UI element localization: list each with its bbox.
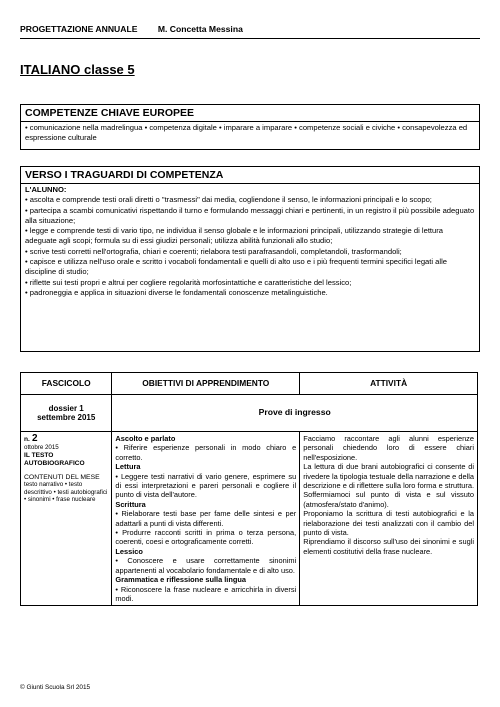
obiettivo-item: • Rielaborare testi base per fame delle sintesi e per adattarli a punti di vista differenti. [115, 509, 297, 528]
author-name: M. Concetta Messina [157, 24, 243, 34]
obiettivo-item: • Produrre racconti scritti in prima o terza persona, coerenti, coesi e ortograficamente corretti. [115, 528, 297, 547]
section-lessico: Lessico [115, 546, 143, 556]
traguardi-item: • partecipa a scambi comunicativi rispettando il turno e formulando messaggi chiari e pertinenti, in un registro il più possibile adeguato alla situazione; [25, 205, 475, 225]
obiettivo-item: • Riconoscere la frase nucleare e arricchirla in diversi modi. [115, 584, 297, 603]
section-lettura: Lettura [115, 462, 141, 472]
copyright-footer: © Giunti Scuola Srl 2015 [20, 684, 91, 691]
header-attivita: ATTIVITÀ [300, 373, 478, 395]
table-header-row [21, 373, 478, 395]
traguardi-box [20, 166, 480, 352]
traguardi-item: • legge e comprende testi di vario tipo, ne individua il senso globale e le informazioni principali, utilizzando strategie di lettura adeguate agli scopi; formula su di essi giudizi personali; utilizza abilità funzionali allo studio; [25, 226, 444, 246]
traguardi-item: • padroneggia e applica in situazioni diverse le fondamentali conoscenze metalinguistiche. [25, 287, 328, 297]
page-title: ITALIANO classe 5 [20, 62, 135, 77]
issue-date: ottobre 2015 [24, 444, 59, 451]
traguardi-body [21, 184, 479, 298]
competenze-box [20, 104, 480, 150]
obiettivo-item: • Leggere testi narrativi di vario genere, esprimere su di essi interpretazioni e pareri personali e cogliere il punto di vista dell'autore. [115, 471, 297, 500]
attivita-paragraph: Facciamo raccontare agli alunni esperienze personali chiedendo loro di essere chiari nell'esposizione. [303, 434, 474, 462]
obiettivi-cell [112, 432, 300, 606]
section-ascolto: Ascolto e parlato [115, 434, 176, 443]
header-obiettivi: OBIETTIVI DI APPRENDIMENTO [112, 373, 300, 395]
page-header [20, 24, 480, 34]
attivita-paragraph: Proponiamo la scrittura di testi autobiografici e la rielaborazione dei testi analizzati con il cambio del punto di vista. [303, 509, 474, 538]
competenze-text: • comunicazione nella madrelingua • competenza digitale • imparare a imparare • competenze sociali e civiche • consapevolezza ed espressione culturale [25, 123, 468, 143]
topic-line-2: AUTOBIOGRAFICO [24, 459, 85, 467]
header-divider [20, 38, 480, 39]
section-scrittura: Scrittura [115, 499, 146, 509]
issue-number: 2 [31, 433, 38, 444]
project-label: PROGETTAZIONE ANNUALE [20, 24, 138, 34]
header-fascicolo: FASCICOLO [21, 373, 112, 395]
traguardi-item: • ascolta e comprende testi orali diretti o "trasmessi" dai media, cogliendone il senso, le informazioni principali e lo scopo; [25, 195, 432, 205]
prove-ingresso-cell: Prove di ingresso [112, 395, 478, 432]
planning-table [20, 372, 478, 606]
contenuti-label: CONTENUTI DEL MESE [24, 473, 100, 481]
traguardi-item: • riflette sui testi propri e altrui per cogliere regolarità morfosintattiche e caratteristiche del lessico; [25, 277, 352, 287]
dossier-date: settembre 2015 [37, 413, 96, 422]
traguardi-item: • capisce e utilizza nell'uso orale e scritto i vocaboli fondamentali e quelli di alto uso e i più frequenti termini specifici legati alle discipline di studio; [25, 257, 447, 277]
section-grammatica: Grammatica e riflessione sulla lingua [115, 575, 247, 585]
dossier-cell [21, 395, 112, 432]
dossier-label: dossier 1 [48, 403, 84, 413]
obiettivo-item: • Riferire esperienze personali in modo chiaro e corretto. [115, 443, 297, 462]
traguardi-title: VERSO I TRAGUARDI DI COMPETENZA [25, 169, 224, 181]
attivita-paragraph: Riprendiamo il discorso sull'uso dei sinonimi e sugli elementi costitutivi della frase nucleare. [303, 537, 474, 556]
topic-line-1: IL TESTO [24, 451, 54, 459]
table-row [21, 432, 478, 606]
table-row [21, 395, 478, 432]
obiettivo-item: • Conoscere e usare correttamente sinonimi appartenenti al vocabolario fondamentale e di alto uso. [115, 556, 297, 575]
traguardi-subtitle: L'ALUNNO: [25, 185, 67, 194]
traguardi-item: • scrive testi corretti nell'ortografia, chiari e coerenti; rielabora testi parafrasandoli, completandoli, trasformandoli; [25, 246, 402, 256]
contenuti-text: testo narrativo • testo descrittivo • testi autobiografici • sinonimi • frase nucleare [24, 481, 108, 504]
issue-prefix: n. [24, 436, 30, 443]
attivita-paragraph: La lettura di due brani autobiografici ci consente di rivedere la tipologia testuale della narrazione e della descrizione e di riflettere sulla loro forma e struttura. Soffermiamoci sul punto di vista e sul vissuto (atmosfera/stato d'animo). [303, 462, 474, 509]
fascicolo-cell [21, 432, 112, 606]
competenze-title: COMPETENZE CHIAVE EUROPEE [25, 107, 194, 119]
attivita-cell [300, 432, 478, 606]
